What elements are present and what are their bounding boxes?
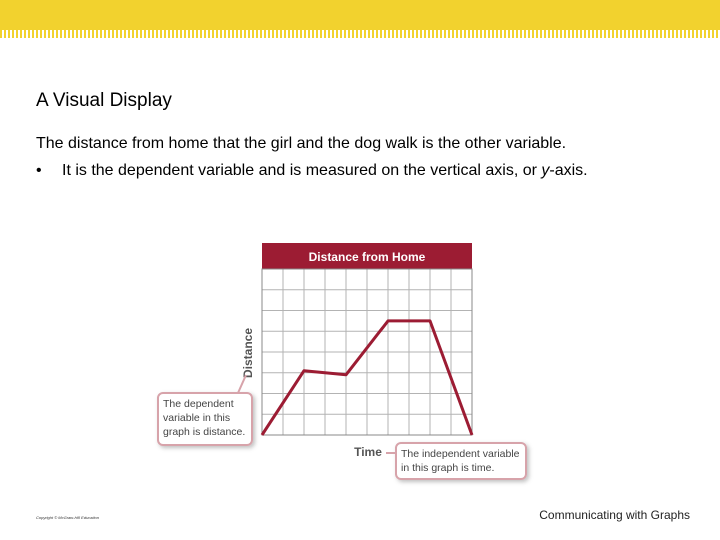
distance-time-chart bbox=[150, 235, 540, 495]
dependent-callout-line: The dependent bbox=[163, 398, 234, 410]
dependent-callout bbox=[158, 375, 252, 445]
dependent-callout-text bbox=[163, 398, 245, 438]
independent-callout-line: in this graph is time. bbox=[401, 462, 495, 474]
copyright-notice: Copyright © McGraw-Hill Education bbox=[36, 515, 99, 520]
independent-callout bbox=[386, 443, 526, 479]
x-axis-label: Time bbox=[354, 445, 382, 459]
independent-callout-line: The independent variable bbox=[401, 448, 520, 460]
dependent-callout-line: variable in this bbox=[163, 412, 231, 424]
chart-title: Distance from Home bbox=[308, 250, 426, 264]
bullet-dot: • bbox=[36, 162, 42, 179]
bullet-text bbox=[62, 162, 588, 180]
footer-section-label: Communicating with Graphs bbox=[539, 508, 690, 522]
bullet-text-italic: y bbox=[541, 162, 550, 179]
dependent-callout-line: graph is distance. bbox=[163, 426, 246, 438]
y-axis-label: Distance bbox=[241, 327, 255, 379]
top-stripe-pattern bbox=[0, 30, 720, 38]
chart-svg bbox=[150, 235, 540, 495]
bullet-text-end: -axis. bbox=[549, 162, 588, 179]
bullet-text-start: It is the dependent variable and is measured on the vertical axis, or bbox=[62, 162, 542, 179]
slide-title: A Visual Display bbox=[36, 90, 172, 111]
body-paragraph: The distance from home that the girl and the dog walk is the other variable. bbox=[36, 135, 567, 152]
top-color-band bbox=[0, 0, 720, 30]
